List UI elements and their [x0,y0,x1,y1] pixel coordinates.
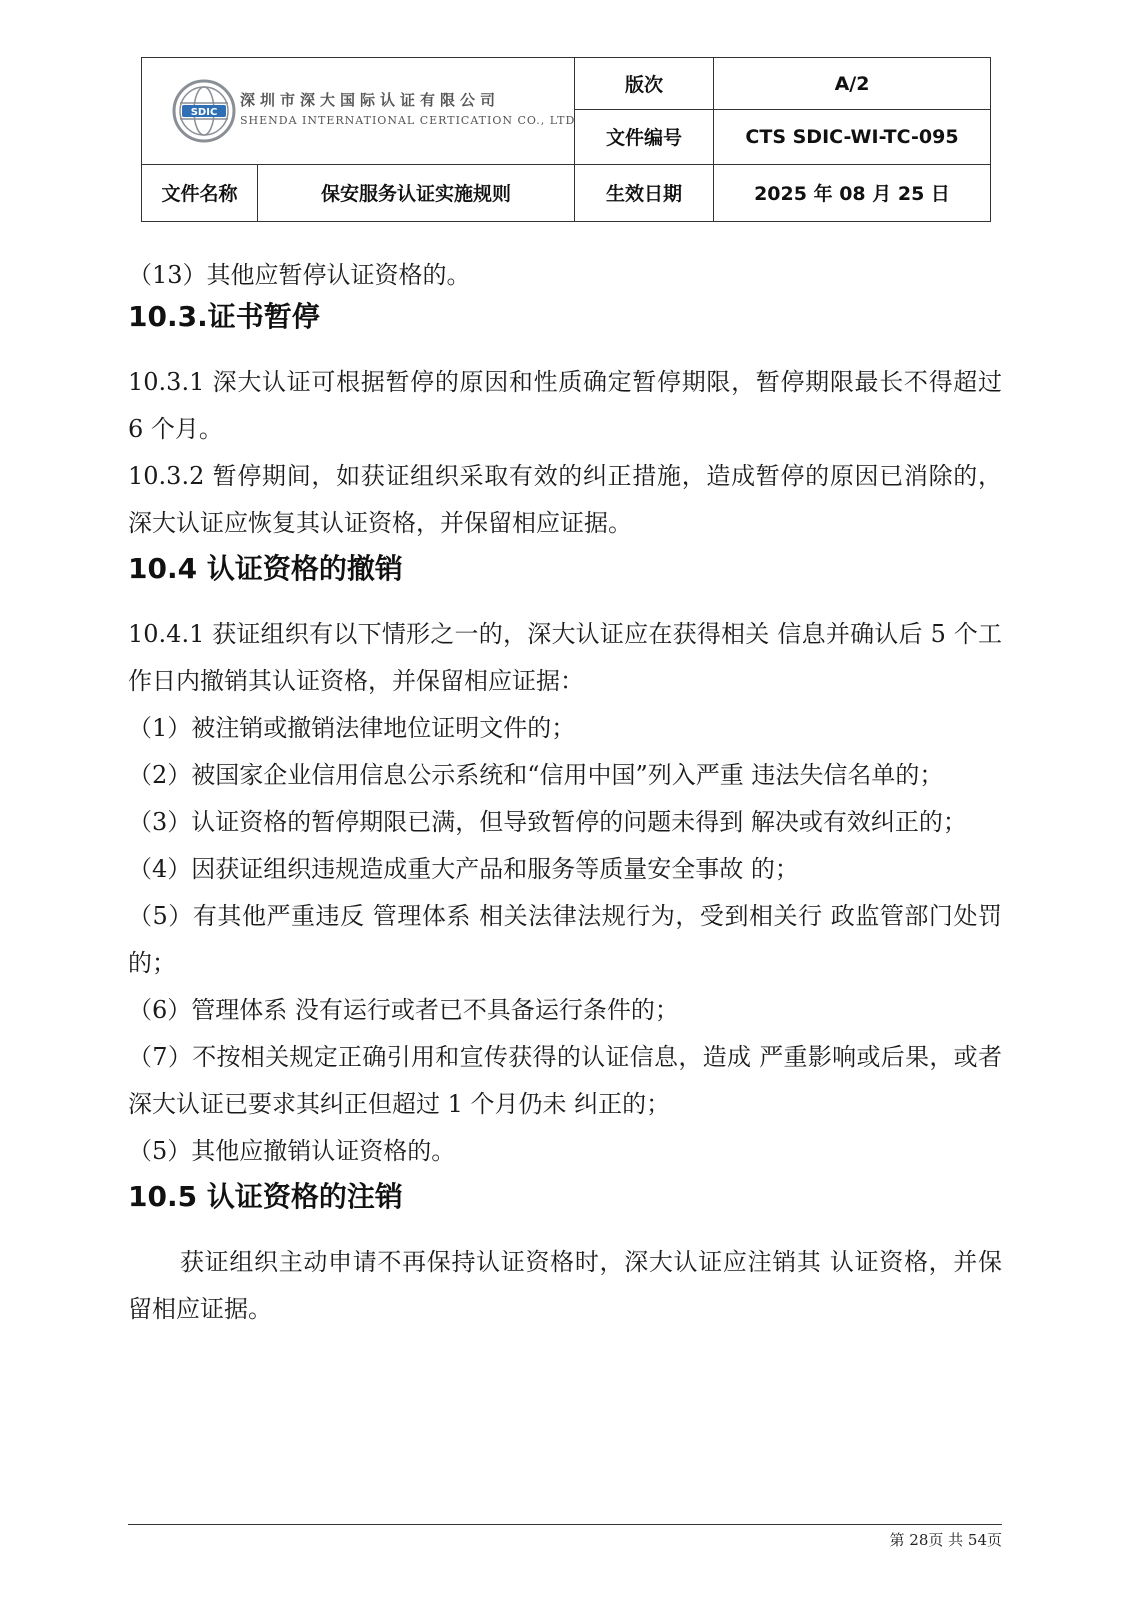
document-body [128,252,1002,1333]
paragraph-10-3-2: 10.3.2 暂停期间，如获证组织采取有效的纠正措施，造成暂停的原因已消除的，深大认证应恢复其认证资格，并保留相应证据。 [128,462,1002,537]
doc-name-label: 文件名称 [142,164,258,221]
document-header-table [141,57,991,222]
paragraph-10-4-1: 10.4.1 获证组织有以下情形之一的，深大认证应在获得相关 信息并确认后 5 个工作日内撤销其认证资格，并保留相应证据： [128,620,1002,695]
list-item: （4）因获证组织违规造成重大产品和服务等质量安全事故 的； [128,855,799,883]
list-item: （5）有其他严重违反 管理体系 相关法律法规行为，受到相关行 政监管部门处罚的； [128,902,1002,977]
list-item: （5）其他应撤销认证资格的。 [128,1137,456,1165]
list-item: （2）被国家企业信用信息公示系统和“信用中国”列入严重 违法失信名单的； [128,761,944,789]
list-item: （7）不按相关规定正确引用和宣传获得的认证信息，造成 严重影响或后果，或者深大认证已要求其纠正但超过 1 个月仍未 纠正的； [128,1043,1002,1118]
paragraph-10-5: 获证组织主动申请不再保持认证资格时，深大认证应注销其 认证资格，并保留相应证据。 [128,1248,1002,1323]
version-value: A/2 [714,58,991,110]
company-logo-icon [172,79,236,143]
version-label: 版次 [575,58,714,110]
effective-date-label: 生效日期 [575,164,714,221]
list-item: （6）管理体系 没有运行或者已不具备运行条件的； [128,996,679,1024]
company-name-cn: 深圳市深大国际认证有限公司 [240,90,501,109]
footer-divider [128,1524,1002,1525]
effective-date-value: 2025 年 08 月 25 日 [714,164,991,221]
section-heading-10-4: 10.4 认证资格的撤销 [128,552,403,585]
company-name-en: SHENDA INTERNATIONAL CERTICATION CO., LTD [240,113,576,127]
company-logo-cell [142,58,575,165]
list-item: （3）认证资格的暂停期限已满，但导致暂停的问题未得到 解决或有效纠正的； [128,808,967,836]
doc-name-value: 保安服务认证实施规则 [258,164,575,221]
logo-mark-text: SDIC [190,106,218,118]
paragraph-10-3-1: 10.3.1 深大认证可根据暂停的原因和性质确定暂停期限，暂停期限最长不得超过 6 个月。 [128,368,1002,443]
page-number: 第 28页 共 54页 [889,1531,1002,1549]
section-heading-10-3: 10.3.证书暂停 [128,300,320,333]
doc-number-label: 文件编号 [575,110,714,164]
doc-number-value: CTS SDIC-WI-TC-095 [714,110,991,164]
section-heading-10-5: 10.5 认证资格的注销 [128,1180,403,1213]
list-item-13: （13）其他应暂停认证资格的。 [128,261,471,289]
list-item: （1）被注销或撤销法律地位证明文件的； [128,714,576,742]
